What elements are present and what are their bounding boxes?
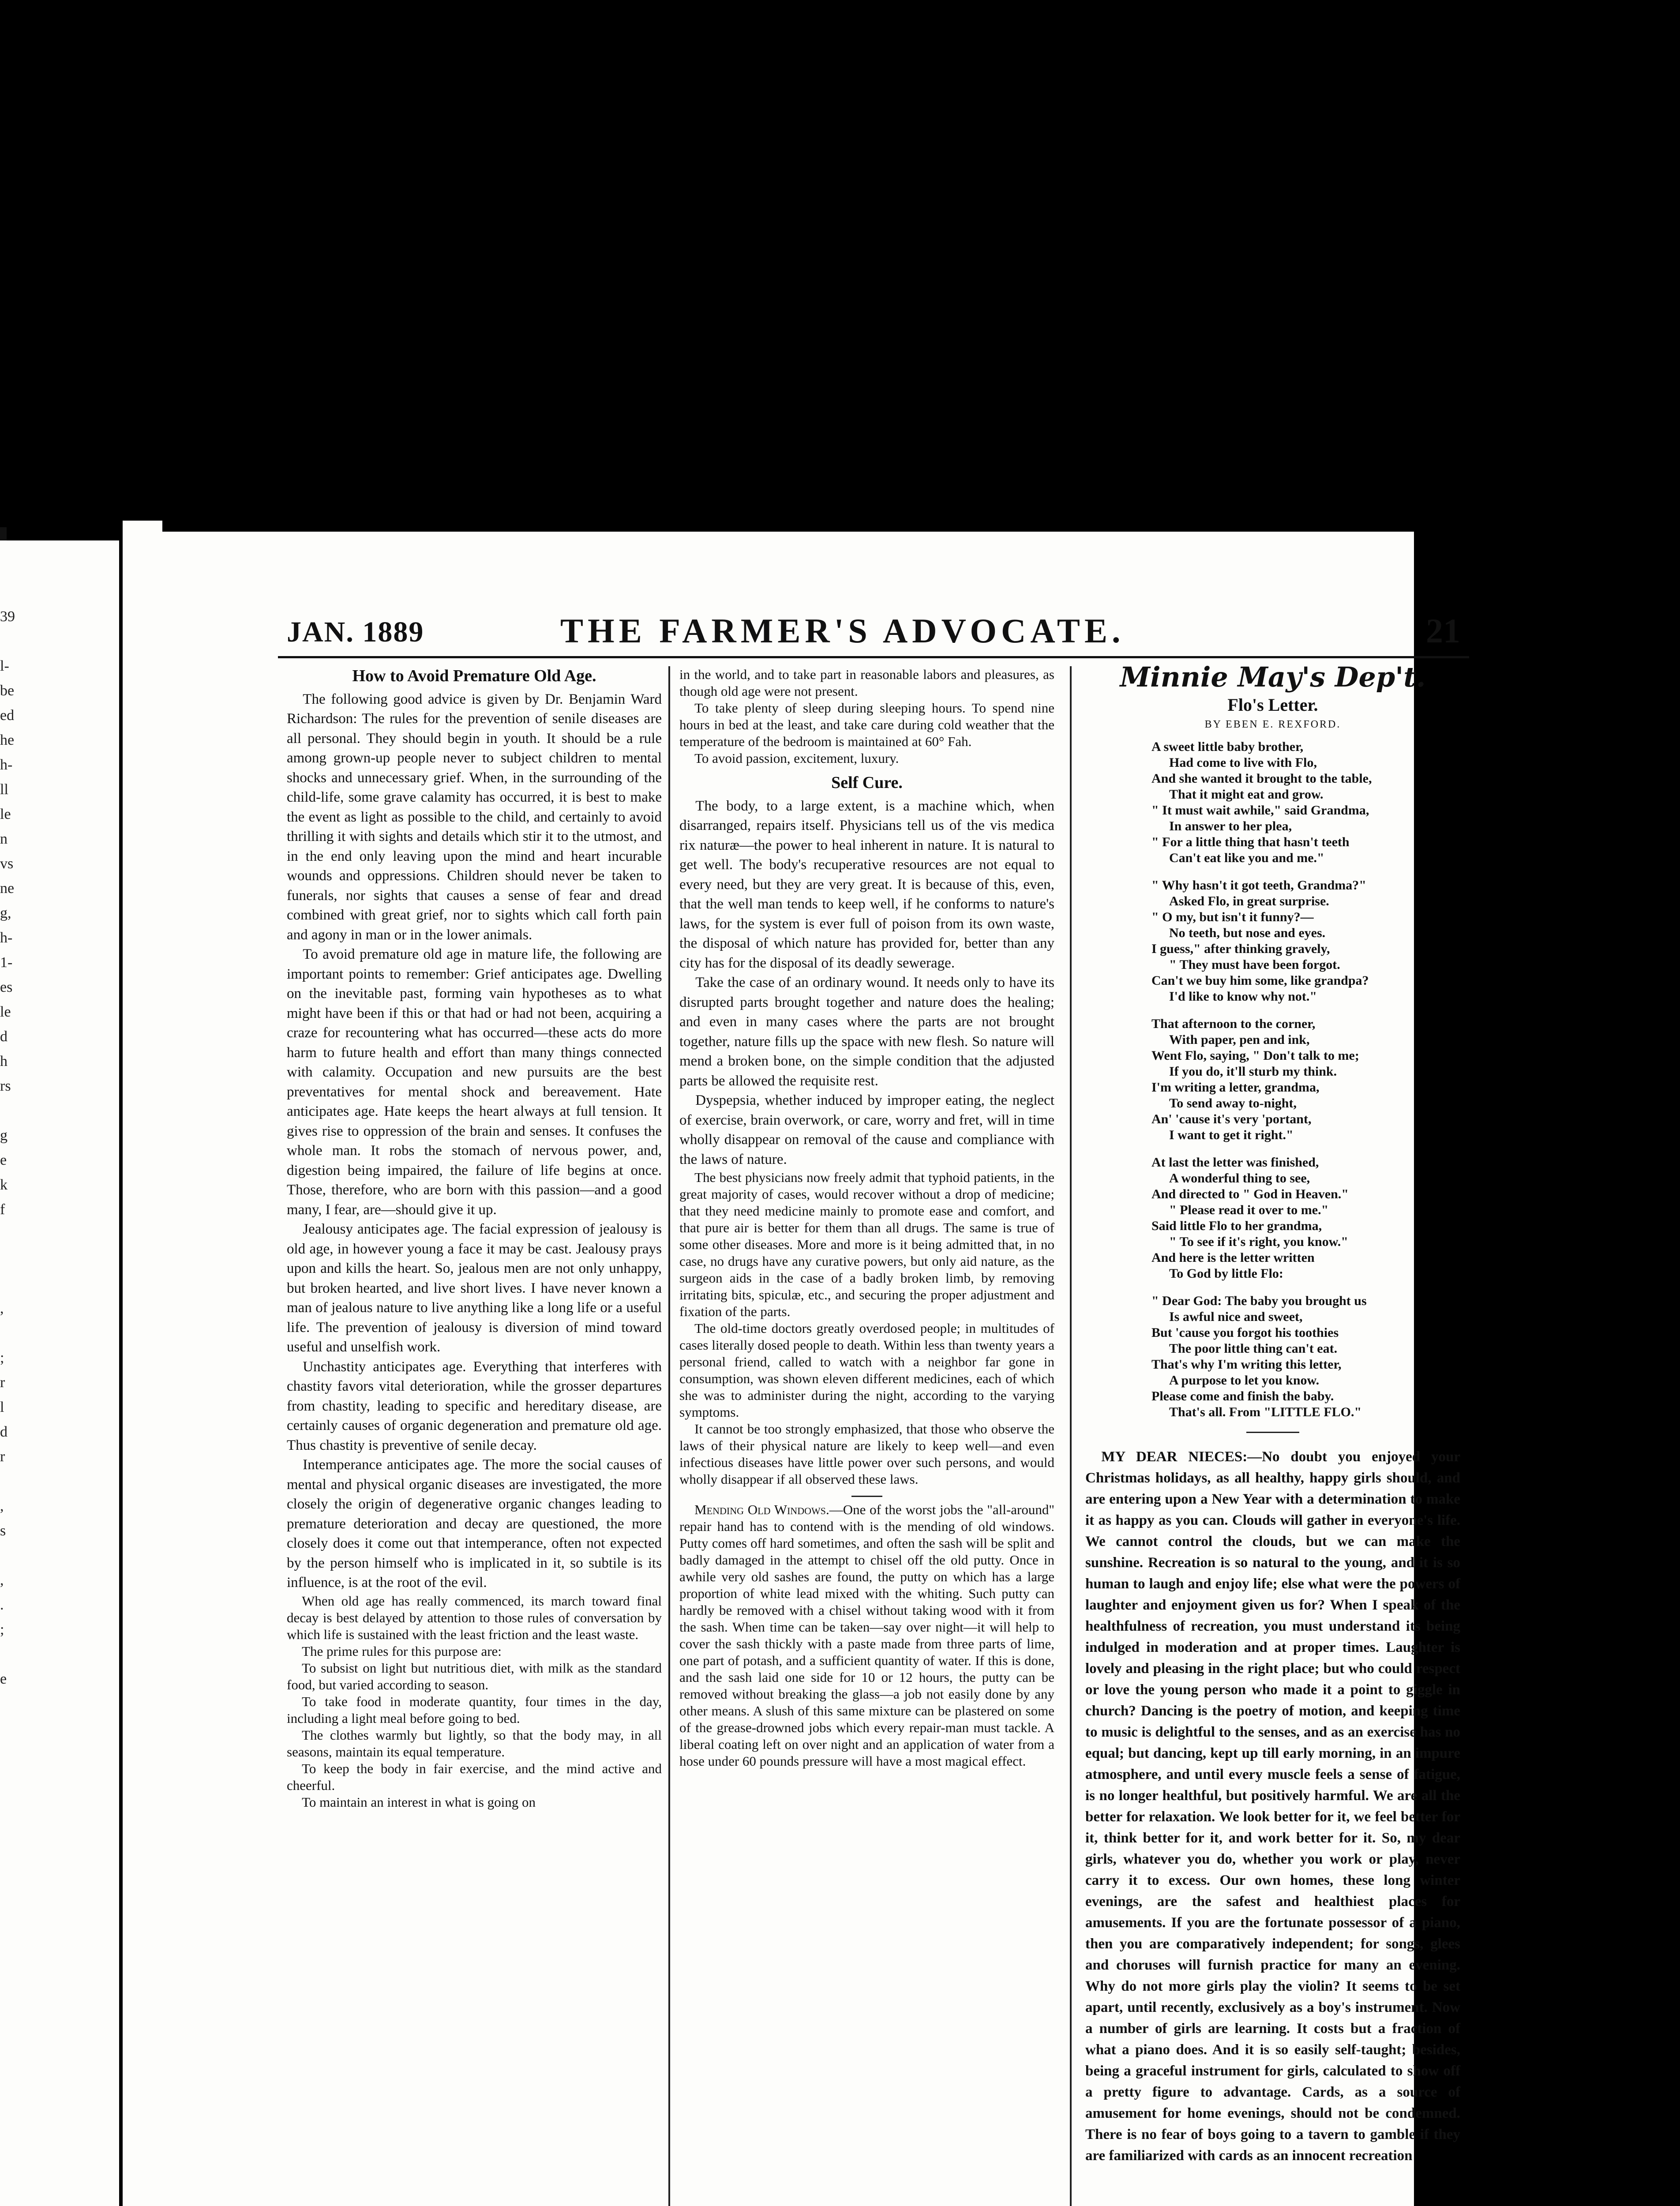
left-page-fragment-text: r bbox=[0, 1448, 5, 1465]
poem-line: In answer to her plea, bbox=[1169, 818, 1292, 833]
left-page-fragment-text: r bbox=[0, 1374, 5, 1391]
left-page-fragment-text: ; bbox=[0, 1621, 4, 1638]
poem-line: That afternoon to the corner, bbox=[1151, 1016, 1316, 1031]
article-paragraph: Unchastity anticipates age. Everything that interferes with chastity favors vital deterioration, while the grosser departures from chastity, leading to specific and hereditary disease, are certainly causes of organic degeneration and premature old age. Thus chastity is preventive of senile decay. bbox=[287, 1358, 662, 1453]
poem-line: That it might eat and grow. bbox=[1169, 787, 1324, 802]
article-paragraph: To maintain an interest in what is going on bbox=[302, 1794, 536, 1810]
poem-line: But 'cause you forgot his toothies bbox=[1151, 1325, 1339, 1340]
poem-line: The poor little thing can't eat. bbox=[1169, 1341, 1338, 1356]
article-paragraph: To subsist on light but nutritious diet, with milk as the standard food, but varied according to season. bbox=[287, 1660, 662, 1692]
left-page-fragment-text bbox=[0, 1222, 12, 1247]
left-page-fragment-text: n bbox=[0, 831, 8, 847]
article-paragraph: The best physicians now freely admit that typhoid patients, in the great majority of cases, would recover without a drop of medicine; that they need medicine mainly to promote ease and comfort, and that pure air is better for them than all drugs. The same is true of some other diseases. More and more is it being admitted that, in no case, no drugs have any curative powers, but only aid nature, as the surgeon aids in the case of a badly broken limb, by removing irritating bits, spiculæ, etc., and securing the proper adjustment and fixation of the parts. bbox=[679, 1170, 1054, 1319]
poem-line: I want to get it right." bbox=[1169, 1127, 1294, 1142]
left-page-fragment-text: s bbox=[0, 1523, 6, 1539]
poem-line: With paper, pen and ink, bbox=[1169, 1032, 1310, 1047]
left-page-fragment-text bbox=[0, 1099, 12, 1123]
poem-line: Said little Flo to her grandma, bbox=[1151, 1218, 1322, 1233]
column-divider bbox=[1070, 666, 1072, 2206]
column-3 bbox=[1085, 661, 1460, 2166]
left-page-fragment-text: rs bbox=[0, 1078, 11, 1094]
poem-line: An' 'cause it's very 'portant, bbox=[1151, 1111, 1312, 1126]
newspaper-page bbox=[154, 532, 1460, 2206]
article-paragraph: Jealousy anticipates age. The facial expression of jealousy is old age, in however young a face it may be cast. Jealousy prays upon and kills the heart. So, jealous men are not only unhappy, but broken hearted, and live short lives. I have never known a man of jealous nature to live anything like a long life or a useful life. The prevention of jealousy is diversion of mind toward useful and unselfish work. bbox=[287, 1221, 662, 1355]
article-paragraph: The clothes warmly but lightly, so that the body may, in all seasons, maintain its equal temperature. bbox=[287, 1727, 662, 1760]
left-page-fragment-text: vs bbox=[0, 855, 14, 872]
poem-line: I'd like to know why not." bbox=[1169, 989, 1317, 1004]
poem-line: " Dear God: The baby you brought us bbox=[1151, 1293, 1367, 1308]
poem-line: No teeth, but nose and eyes. bbox=[1169, 925, 1326, 940]
poem-line: I'm writing a letter, grandma, bbox=[1151, 1080, 1320, 1095]
poem-line: That's why I'm writing this letter, bbox=[1151, 1357, 1342, 1372]
article-paragraph: When old age has really commenced, its march toward final decay is best delayed by attention to those rules of conversation by which life is sustained with the least friction and the least waste. bbox=[287, 1593, 662, 1642]
header-rule bbox=[278, 656, 1469, 658]
poem-line: Asked Flo, in great surprise. bbox=[1169, 893, 1329, 908]
left-page-fragment-text: d bbox=[0, 1028, 8, 1045]
left-page-fragment-text bbox=[0, 1321, 12, 1346]
page-number: 21 bbox=[1426, 612, 1460, 650]
left-page-fragment-text: he bbox=[0, 732, 15, 748]
article-paragraph: To avoid passion, excitement, luxury. bbox=[694, 750, 899, 766]
poem-stanza bbox=[1151, 1016, 1460, 1143]
left-page-fragment-text: l- bbox=[0, 658, 9, 674]
article-paragraph: To take plenty of sleep during sleeping hours. To spend nine hours in bed at the least, and take care during cold weather that the temperature of the bedroom is maintained at 60° Fah. bbox=[679, 700, 1054, 749]
left-page-text-fragments bbox=[0, 604, 15, 1692]
mending-text: —One of the worst jobs the "all-around" repair hand has to contend with is the mending of old windows. Putty comes off hard sometimes, and often the sash will be split and badly damaged in the attempt to chisel off the old putty. Once in awhile very old sashes are found, the putty on which has a large proportion of white lead mixed with the whiting. Such putty can hardly be removed with a chisel without taking wood with it from the sash. When time can be taken—say over night—it will help to cover the sash thickly with a paste made from three parts of lime, one part of potash, and a sufficient quantity of water. If this is done, and the sash laid one side for 10 or 12 hours, the putty can be removed without breaking the glass—a job not easily done by any other means. A slush of this same mixture can be plastered on some of the grease-drowned jobs which every repair-man must tackle. A liberal coating left on over night and an application of water from a hose under 60 pounds pressure will have a most magical effect. bbox=[679, 1502, 1055, 1769]
left-page-fragment-text bbox=[0, 629, 12, 654]
left-page-fragment-text: es bbox=[0, 979, 13, 995]
nieces-text: —No doubt you enjoyed your Christmas holidays, as all healthy, happy girls should, and are entering upon a New Year with a determination to make it as happy as you can. Clouds will gather in everyone's life. We cannot control the clouds, but we can make the sunshine. Recreation is so natural to the young, and it is so human to laugh and enjoy life; else what were the powers of laughter and enjoyment given us for? When I speak of the healthfulness of recreation, you must understand its being indulged in moderation and at proper times. Laughter is lovely and pleasing in the right place; but who could respect or love the young person who made it a point to giggle in church? Dancing is the poetry of motion, and keeping time to music is delightful to the senses, and as an exercise has no equal; but dancing, kept up till early morning, in an impure atmosphere, and until every muscle feels a sense of fatigue, is no longer healthful, but positively harmful. We are all the better for relaxation. We look better for it, we feel better for it, think better for it, and work better for it. So, my dear girls, whatever you do, whether you work or play, never carry it to excess. Our own homes, these long winter evenings, are the safest and healthiest places for amusements. If you are the fortunate possessor of a piano, then you are comparatively independent; for songs, glees and choruses will furnish practice for many an evening. Why do not more girls play the violin? It seems to be set apart, until recently, exclusively as a boy's instrument. Now a number of girls are learning. It costs but a fraction of what a piano does. And it is so easily self-taught; besides, being a graceful instrument for girls, calculated to show off a pretty figure to advantage. Cards, as a source of amusement for home evenings, should not be condemned. There is no fear of boys going to a tavern to gamble if they are familiarized with cards as an innocent recreation bbox=[1085, 1448, 1460, 2164]
left-page-fragment-text: h- bbox=[0, 930, 13, 946]
left-page-fragment-text: h bbox=[0, 1053, 8, 1069]
left-page-fragment-text: le bbox=[0, 1004, 11, 1020]
left-page-fragment-text: g bbox=[0, 1127, 8, 1144]
article-paragraph-mending-windows bbox=[679, 1501, 1054, 1770]
poem-line: Had come to live with Flo, bbox=[1169, 755, 1317, 770]
left-page-fragment-text: k bbox=[0, 1177, 8, 1193]
column-1 bbox=[287, 666, 662, 1811]
section-rule bbox=[851, 1496, 882, 1497]
poem-line: Can't eat like you and me." bbox=[1169, 850, 1324, 865]
article-paragraph: To avoid premature old age in mature life, the following are important points to remember: Grief anticipates age. Dwelling on the inevitable past, forming vain hypotheses as to what might have been if this or that had or had not been, acquiring a craze for recountering what has occurred—these acts do more harm to future health and effort than many things connected with calamity. Occupation and new pursuits are the best preventatives for mental shock and bereavement. Hate anticipates age. Hate keeps the heart always at full tension. It gives rise to oppression of the brain and senses. It confuses the whole man. It robs the stomach of nervous power, and, digestion being impaired, the failure of life begins at once. Those, therefore, who are born with this passion—and a good many, I fear, are—should give it up. bbox=[287, 946, 662, 1218]
left-page-fragment-text bbox=[0, 1642, 12, 1667]
poem-line: To God by little Flo: bbox=[1169, 1266, 1283, 1281]
left-page-fragment-text: be bbox=[0, 683, 15, 699]
article-paragraph: The prime rules for this purpose are: bbox=[302, 1643, 502, 1659]
left-page-fragment-text: 39 bbox=[0, 608, 15, 625]
masthead-title: THE FARMER'S ADVOCATE. bbox=[560, 612, 1125, 650]
article-paragraph: The body, to a large extent, is a machine which, when disarranged, repairs itself. Physicians tell us of the vis medica rix naturæ—the power to heal inherent in nature. It is natural to get well. The body's recuperative resources are not equal to every need, but they are very great. It is because of this, even, that the well man tends to keep well, if he conforms to nature's laws, for the system is ever full of poison from its own waste, the disposal of which nature has provided for, better than any city has for the disposal of its deadly sewerage. bbox=[679, 798, 1054, 971]
left-page-fragment-text: h- bbox=[0, 757, 13, 773]
left-page-fragment-text: ne bbox=[0, 880, 15, 897]
poem-stanza bbox=[1151, 878, 1460, 1005]
left-page-fragment-text: le bbox=[0, 806, 11, 822]
article-paragraph: Dyspepsia, whether induced by improper eating, the neglect of exercise, brain overwork, or care, worry and fret, will in time wholly disappear on removal of the cause and compliance with the laws of nature. bbox=[679, 1092, 1054, 1167]
article-paragraph: The following good advice is given by Dr. Benjamin Ward Richardson: The rules for the prevention of senile diseases are all personal. They should begin in youth. It should be a rule among grown-up people never to subject children to mental shocks and unnecessary grief. When, in the surrounding of the child-life, some grave calamity has occurred, it is best to make the event as light as possible to the child, and certainly to avoid thrilling it with sights and details which stir it to the utmost, and in the end only leaving upon the mind and heart incurable wounds and oppressions. Children should never be taken to funerals, nor sights that causes a sense of fear and dread combined with great grief, nor to sights which call forth pain and agony in man or in the lower animals. bbox=[287, 691, 662, 943]
poem-line: " They must have been forgot. bbox=[1169, 957, 1340, 972]
letter-to-nieces bbox=[1085, 1446, 1460, 2166]
nieces-lead: MY DEAR NIECES: bbox=[1101, 1448, 1248, 1465]
poem-line: Can't we buy him some, like grandpa? bbox=[1151, 973, 1369, 988]
left-page-fragment-text bbox=[0, 1272, 12, 1296]
left-page-fragment-text: ; bbox=[0, 1350, 4, 1366]
mending-lead: Mending Old Windows. bbox=[694, 1502, 829, 1517]
issue-date: JAN. 1889 bbox=[287, 616, 424, 648]
column-2 bbox=[679, 666, 1054, 1770]
left-page-fragment-text: , bbox=[0, 1498, 4, 1514]
column-divider bbox=[668, 666, 670, 2206]
poem-stanza bbox=[1151, 1293, 1460, 1420]
article-paragraph: in the world, and to take part in reasonable labors and pleasures, as though old age were not present. bbox=[679, 667, 1054, 699]
poem-line: A sweet little baby brother, bbox=[1151, 739, 1304, 754]
poem-line: And directed to " God in Heaven." bbox=[1151, 1186, 1349, 1201]
article-heading-premature-old-age: How to Avoid Premature Old Age. bbox=[352, 667, 596, 685]
poem-line: If you do, it'll sturb my think. bbox=[1169, 1064, 1337, 1079]
left-page-fragment-text: , bbox=[0, 1572, 4, 1588]
department-heading: Minnie May's Dep't. bbox=[1120, 661, 1426, 693]
section-rule bbox=[1246, 1432, 1299, 1433]
left-page-fragment-text: d bbox=[0, 1424, 8, 1440]
article-paragraph: Intemperance anticipates age. The more the social causes of mental and physical organic diseases are investigated, the more closely the origin of degenerative organic changes leading to premature deterioration and decay are questioned, the more closely does it come out that intemperance, often not expected by the person himself who is implicated in it, so subtile is its influence, is at the root of the evil. bbox=[287, 1457, 662, 1591]
poem-line: Please come and finish the baby. bbox=[1151, 1388, 1334, 1403]
poem-line: To send away to-night, bbox=[1169, 1095, 1297, 1111]
poem-line: And she wanted it brought to the table, bbox=[1151, 771, 1372, 786]
article-paragraph: To take food in moderate quantity, four times in the day, including a light meal before going to bed. bbox=[287, 1693, 662, 1726]
poem-line: That's all. From "LITTLE FLO." bbox=[1169, 1404, 1362, 1419]
poem-stanza bbox=[1151, 1155, 1460, 1282]
article-paragraph: To keep the body in fair exercise, and the mind active and cheerful. bbox=[287, 1760, 662, 1793]
left-page-fragment-text: ed bbox=[0, 707, 15, 724]
poem-line: A wonderful thing to see, bbox=[1169, 1171, 1310, 1186]
poem-line: A purpose to let you know. bbox=[1169, 1373, 1320, 1388]
poem-line: Is awful nice and sweet, bbox=[1169, 1309, 1303, 1324]
article-paragraph: The old-time doctors greatly overdosed people; in multitudes of cases literally dosed people to death. Within less than twenty years a personal friend, called to watch with a neighbor far gone in consumption, was shown eleven different medicines, each of which she was to administer during the night, according to the varying symptoms. bbox=[679, 1321, 1054, 1420]
left-page-fragment-text: g, bbox=[0, 905, 11, 921]
page-header bbox=[287, 611, 1460, 651]
article-paragraph: Take the case of an ordinary wound. It needs only to have its disrupted parts brought together and nature does the healing; and even in many cases where the parts are not brought together, nature fills up the space with new flesh. So nature will mend a broken bone, on the simple condition that the adjusted parts be allowed the requisite rest. bbox=[679, 975, 1054, 1089]
poem-stanza bbox=[1151, 739, 1460, 866]
poem-title: Flo's Letter. bbox=[1227, 694, 1318, 715]
poem-line: At last the letter was finished, bbox=[1151, 1155, 1319, 1170]
left-page-fragment-text: f bbox=[0, 1201, 5, 1218]
poem-line: " Why hasn't it got teeth, Grandma?" bbox=[1151, 878, 1366, 893]
poem-line: " To see if it's right, you know." bbox=[1169, 1234, 1348, 1249]
left-page-fragment-text: . bbox=[0, 1597, 4, 1613]
left-page-fragment-text: e bbox=[0, 1671, 7, 1687]
poem-line: Went Flo, saying, " Don't talk to me; bbox=[1151, 1048, 1359, 1063]
left-page-fragment-text: 1- bbox=[0, 954, 13, 971]
left-page-fragment-text bbox=[0, 1469, 12, 1494]
left-page-fragment-text: l bbox=[0, 1399, 4, 1415]
poem-line: And here is the letter written bbox=[1151, 1250, 1315, 1265]
poem-line: I guess," after thinking gravely, bbox=[1151, 941, 1330, 956]
poem-line: " It must wait awhile," said Grandma, bbox=[1151, 803, 1369, 818]
left-page-fragment-text: , bbox=[0, 1300, 4, 1317]
article-paragraph: It cannot be too strongly emphasized, that those who observe the laws of their physical nature are likely to keep well—and even infectious diseases have little power over such persons, and would wholly disappear if all observed these laws. bbox=[679, 1421, 1054, 1487]
left-page-fragment-text bbox=[0, 1543, 12, 1568]
poem-line: " Please read it over to me." bbox=[1169, 1202, 1329, 1217]
left-page-fragment-text: ll bbox=[0, 781, 8, 798]
left-page-fragment-text: e bbox=[0, 1152, 7, 1168]
article-heading-self-cure: Self Cure. bbox=[831, 773, 903, 792]
poem-line: " O my, but isn't it funny?— bbox=[1151, 909, 1314, 924]
poem-author: BY EBEN E. REXFORD. bbox=[1204, 719, 1341, 730]
left-page-fragment-text bbox=[0, 1247, 12, 1272]
poem-line: " For a little thing that hasn't teeth bbox=[1151, 834, 1350, 849]
